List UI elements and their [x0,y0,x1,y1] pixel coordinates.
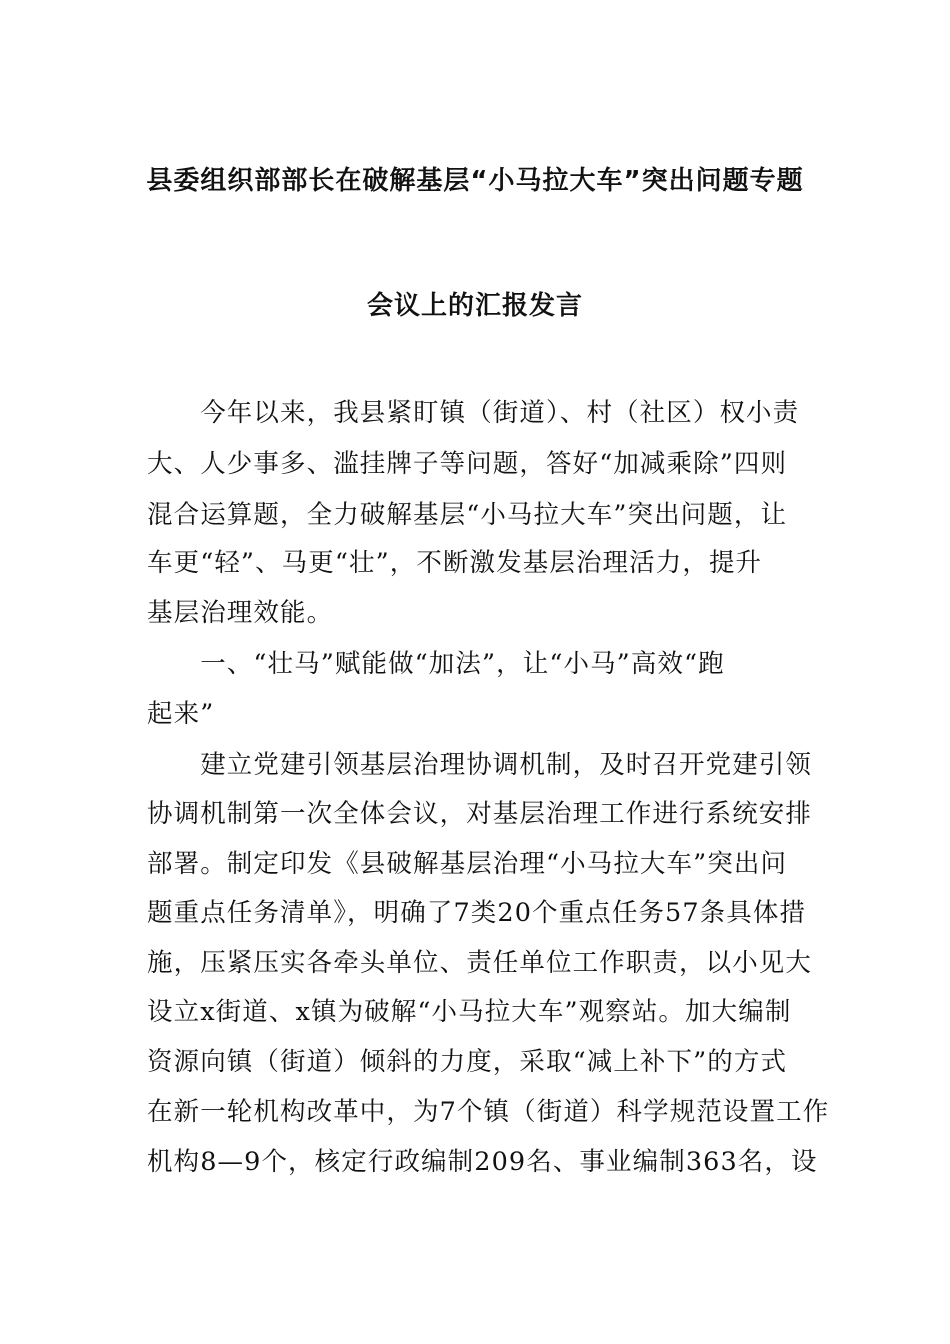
body-line: 施，压紧压实各牵头单位、责任单位工作职责，以小见大 [147,948,813,978]
body-line: 题重点任务清单》，明确了7类20个重点任务57条具体措 [147,898,807,928]
document-title-line-2: 会议上的汇报发言 [366,291,583,321]
body-line: 起来” [147,699,215,729]
body-line: 今年以来，我县紧盯镇（街道）、村（社区）权小责 [147,398,800,428]
body-line: 在新一轮机构改革中，为7个镇（街道）科学规范设置工作 [147,1097,830,1127]
body-line: 一、“壮马”赋能做“加法”，让“小马”高效“跑 [147,649,725,679]
body-line: 机构8—9个，核定行政编制209名、事业编制363名，设 [147,1147,818,1177]
body-line: 混合运算题，全力破解基层“小马拉大车”突出问题，让 [147,500,788,530]
body-line: 部署。制定印发《县破解基层治理“小马拉大车”突出问 [147,849,788,879]
document-title-line-1: 县委组织部部长在破解基层“小马拉大车”突出问题专题 [146,166,804,196]
body-line: 协调机制第一次全体会议，对基层治理工作进行系统安排 [147,799,813,829]
body-line: 资源向镇（街道）倾斜的力度，采取“减上补下”的方式 [147,1047,788,1077]
body-line: 基层治理效能。 [147,598,334,628]
body-line: 大、人少事多、滥挂牌子等问题，答好“加减乘除”四则 [147,449,788,479]
body-line: 车更“轻”、马更“壮”，不断激发基层治理活力，提升 [147,548,763,578]
body-line: 设立x街道、x镇为破解“小马拉大车”观察站。加大编制 [147,997,792,1027]
body-line: 建立党建引领基层治理协调机制，及时召开党建引领 [147,750,813,780]
